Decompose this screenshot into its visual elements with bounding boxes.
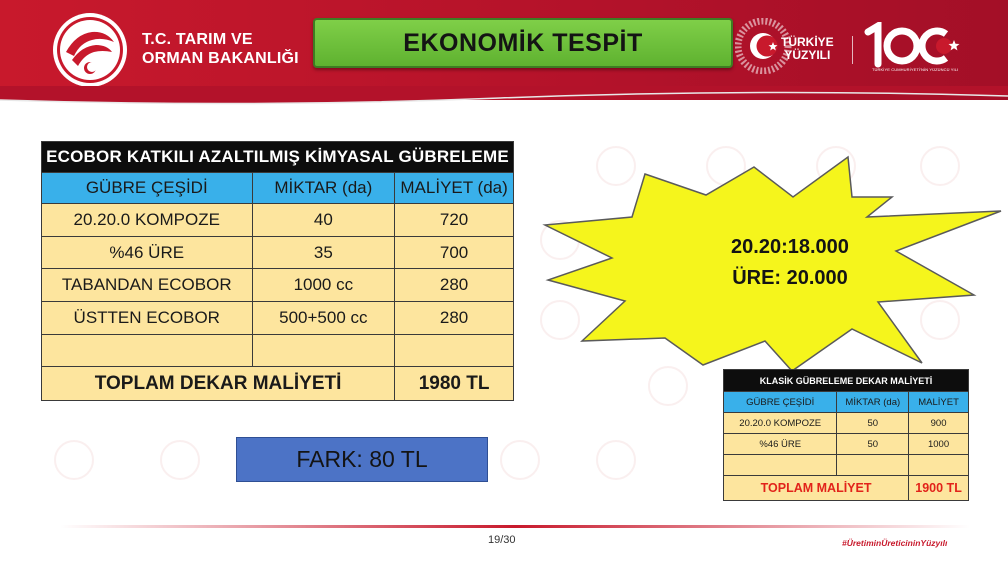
table-cell: 720	[395, 204, 514, 237]
table-cell	[252, 334, 395, 367]
table-cell: 50	[837, 413, 909, 434]
table-row	[42, 269, 514, 302]
table-cell	[42, 334, 253, 367]
column-header: MİKTAR (da)	[837, 392, 909, 413]
table-cell: 20.20.0 KOMPOZE	[724, 413, 837, 434]
table-row-empty	[42, 334, 514, 367]
total-value: 1900 TL	[909, 476, 969, 501]
slide-title-box	[313, 18, 733, 68]
table-row	[42, 204, 514, 237]
column-header: GÜBRE ÇEŞİDİ	[724, 392, 837, 413]
watermark-logo	[54, 440, 94, 480]
table-row	[724, 434, 969, 455]
turkiye-yuzyili-text	[781, 36, 834, 62]
ministry-name-line1: T.C. TARIM VE	[142, 31, 253, 48]
table-cell: 500+500 cc	[252, 302, 395, 335]
turkiye-text-line1: TÜRKİYE	[781, 35, 834, 49]
starburst-line1: 20.20:18.000	[731, 236, 849, 258]
slide-title: EKONOMİK TESPİT	[403, 28, 643, 57]
watermark-logo	[596, 440, 636, 480]
header-wave-decoration	[0, 86, 1008, 108]
table-title: KLASİK GÜBRELEME DEKAR MALİYETİ	[724, 370, 969, 392]
table-cell: %46 ÜRE	[724, 434, 837, 455]
table-cell	[909, 455, 969, 476]
page-number: 19/30	[488, 534, 516, 546]
column-header: MALİYET (da)	[395, 173, 514, 204]
table-cell	[724, 455, 837, 476]
classic-fertilization-table	[723, 369, 969, 501]
footer-hashtag: #ÜretiminÜreticininYüzyılı	[842, 538, 948, 548]
table-cell: 280	[395, 302, 514, 335]
table-row	[42, 302, 514, 335]
table-cell	[837, 455, 909, 476]
table-cell	[395, 334, 514, 367]
table-title: ECOBOR KATKILI AZALTILMIŞ KİMYASAL GÜBRELEME	[42, 142, 514, 173]
table-cell: %46 ÜRE	[42, 236, 253, 269]
table-cell: 700	[395, 236, 514, 269]
header-divider	[852, 36, 853, 64]
table-cell: 1000	[909, 434, 969, 455]
ministry-name	[142, 30, 299, 68]
table-total-row	[42, 367, 514, 401]
table-row	[724, 413, 969, 434]
column-header: MALİYET	[909, 392, 969, 413]
table-header-row	[724, 392, 969, 413]
ministry-logo-icon	[52, 12, 128, 88]
centenary-caption: TÜRKİYE CUMHURİYETİ'NİN YÜZÜNCÜ YILI	[872, 67, 959, 72]
column-header: MİKTAR (da)	[252, 173, 395, 204]
turkiye-text-line2: YÜZYILI	[784, 48, 831, 62]
starburst-text	[660, 232, 920, 294]
difference-text: FARK: 80 TL	[296, 446, 428, 472]
total-label: TOPLAM DEKAR MALİYETİ	[42, 367, 395, 401]
header-bar	[0, 0, 1008, 100]
centenary-100-logo-icon	[862, 22, 962, 72]
table-cell: 280	[395, 269, 514, 302]
table-cell: 35	[252, 236, 395, 269]
table-title-row	[42, 142, 514, 173]
table-cell: 1000 cc	[252, 269, 395, 302]
column-header: GÜBRE ÇEŞİDİ	[42, 173, 253, 204]
table-cell: ÜSTTEN ECOBOR	[42, 302, 253, 335]
total-label: TOPLAM MALİYET	[724, 476, 909, 501]
table-cell: 40	[252, 204, 395, 237]
ecobor-fertilization-table	[41, 141, 514, 401]
footer-divider	[60, 525, 970, 528]
watermark-logo	[500, 440, 540, 480]
difference-box	[236, 437, 488, 482]
starburst-line2: ÜRE: 20.000	[732, 267, 848, 289]
table-title-row	[724, 370, 969, 392]
table-cell: 900	[909, 413, 969, 434]
table-row-empty	[724, 455, 969, 476]
watermark-logo	[160, 440, 200, 480]
table-cell: 50	[837, 434, 909, 455]
table-total-row	[724, 476, 969, 501]
table-cell: 20.20.0 KOMPOZE	[42, 204, 253, 237]
table-header-row	[42, 173, 514, 204]
table-row	[42, 236, 514, 269]
table-cell: TABANDAN ECOBOR	[42, 269, 253, 302]
total-value: 1980 TL	[395, 367, 514, 401]
ministry-name-line2: ORMAN BAKANLIĞI	[142, 50, 299, 67]
